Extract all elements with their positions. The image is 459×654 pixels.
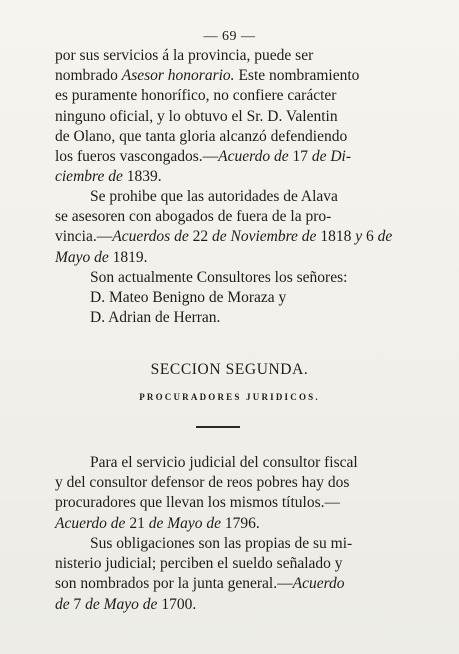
italic-term: Asesor honorario.	[121, 67, 235, 85]
text-line-content: procuradores que llevan los mismos títulos.—	[55, 494, 340, 512]
text-line-content	[55, 574, 345, 594]
text-line-content: es puramente honorífico, no confiere carácter	[55, 87, 337, 105]
text-line	[55, 167, 409, 187]
citation-year: 1839.	[122, 168, 162, 186]
citation-number: 21	[125, 514, 149, 532]
text-line	[55, 493, 409, 513]
text-line	[55, 86, 409, 106]
text-line-content	[55, 227, 392, 247]
text-line	[55, 207, 409, 227]
italic-citation: Mayo de	[55, 248, 109, 266]
paragraph-prohibicion	[55, 187, 409, 268]
consultor-name: D. Mateo Benigno de Moraza y	[90, 289, 287, 306]
section-subtitle: PROCURADORES JURIDICOS.	[139, 392, 320, 402]
text-run: nombrado	[55, 67, 122, 85]
paragraph-asesor-honorario	[55, 46, 409, 187]
text-run: los fueros vascongados.—	[55, 148, 219, 166]
citation-number: 7	[69, 595, 86, 613]
citation-year: 1819.	[108, 248, 148, 266]
italic-citation: ciembre de	[55, 168, 123, 186]
italic-citation: de	[55, 595, 70, 613]
paragraph-consultores	[55, 268, 409, 288]
text-line-content	[55, 514, 260, 534]
section-divider	[196, 426, 240, 428]
citation-year: 1818	[316, 228, 356, 246]
citation-number: 17	[288, 148, 312, 166]
paragraph-obligaciones	[55, 534, 409, 615]
italic-citation: de	[377, 228, 393, 246]
text-line	[55, 595, 409, 615]
citation-number: 6	[362, 228, 378, 246]
text-run: Este nombramiento	[234, 67, 360, 85]
text-line-content	[55, 248, 148, 268]
text-line	[55, 453, 409, 473]
text-line	[55, 107, 409, 127]
text-line-content: Se prohibe que las autoridades de Alava	[90, 188, 338, 205]
text-line	[55, 473, 409, 493]
section-title: SECCION SEGUNDA.	[150, 361, 309, 378]
text-line-content	[55, 167, 162, 187]
text-line	[55, 514, 409, 534]
italic-citation: Acuerdo de	[218, 148, 289, 166]
citation-year: 1700.	[157, 595, 197, 613]
text-line	[55, 268, 409, 288]
text-line	[55, 574, 409, 594]
italic-citation: de Di-	[311, 148, 352, 166]
text-line-content: ninguno oficial, y lo obtuvo el Sr. D. Valentin	[55, 107, 338, 125]
text-line-content: Sus obligaciones son las propias de su mi-	[90, 535, 353, 552]
text-line	[55, 227, 409, 247]
text-line	[55, 46, 409, 66]
text-line	[55, 127, 409, 147]
italic-citation: de Mayo de	[148, 514, 222, 532]
text-line-content: y del consultor defensor de reos pobres hay dos	[55, 474, 350, 492]
citation-year: 1796.	[221, 514, 260, 532]
text-line-content: por sus servicios á la provincia, puede ser	[55, 47, 314, 64]
page-number: — 69 —	[203, 29, 256, 44]
text-line	[55, 534, 409, 554]
text-line	[55, 187, 409, 207]
citation-number: 22	[188, 228, 212, 246]
text-line	[55, 554, 409, 574]
text-run: vincia.—	[55, 228, 113, 246]
italic-citation: de Mayo de	[85, 595, 158, 613]
text-line-content	[55, 595, 196, 615]
italic-citation: y	[355, 228, 363, 246]
text-line-content: nisterio judicial; perciben el sueldo señalado y	[55, 555, 343, 573]
consultores-list	[90, 288, 286, 328]
text-line-content: se asesoren con abogados de fuera de la pro-	[55, 208, 332, 226]
text-run: son nombrados por la junta general.—	[55, 575, 293, 593]
text-line-content: de Olano, que tanta gloria alcanzó defendiendo	[55, 127, 348, 145]
text-line	[55, 66, 409, 86]
paragraph-procuradores	[55, 453, 409, 534]
text-line-content: Para el servicio judicial del consultor fiscal	[90, 454, 358, 471]
text-line-content	[55, 66, 359, 86]
text-line	[55, 147, 409, 167]
text-line	[55, 248, 409, 268]
text-line-content	[55, 147, 351, 167]
text-line-content: Son actualmente Consultores los señores:	[90, 269, 348, 286]
italic-citation: Acuerdos de	[112, 228, 189, 246]
italic-citation: Acuerdo de	[55, 514, 126, 532]
italic-citation: Acuerdo	[292, 575, 345, 593]
italic-citation: de Noviembre de	[211, 228, 317, 246]
consultor-name: D. Adrian de Herran.	[90, 309, 221, 327]
